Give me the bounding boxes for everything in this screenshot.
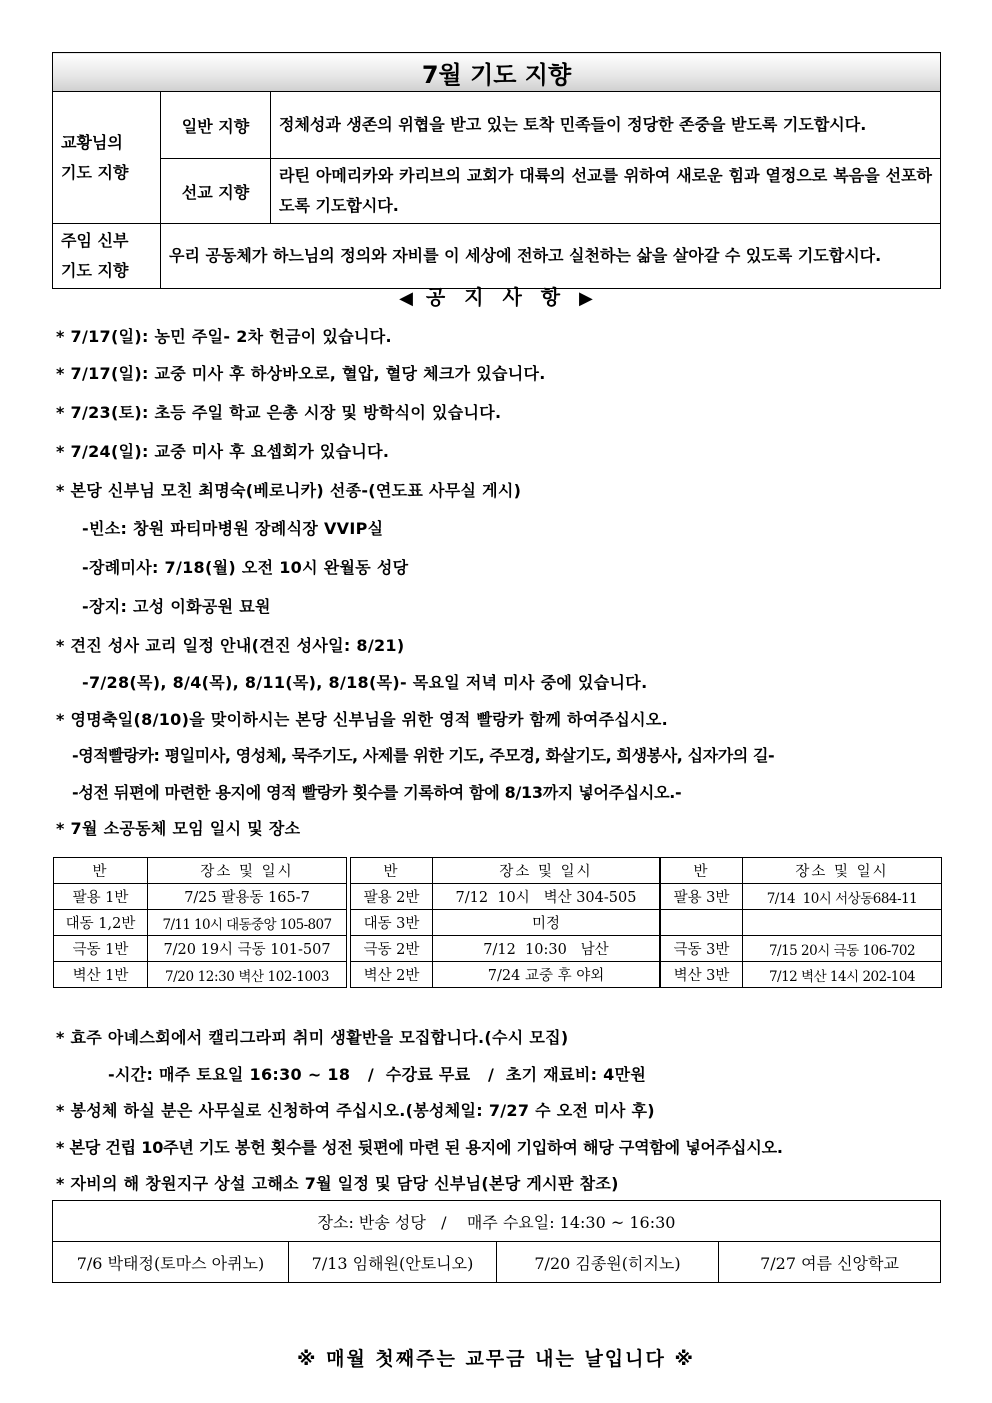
table-row xyxy=(54,962,347,988)
header-place: 장소 및 일시 xyxy=(433,858,660,884)
table-row xyxy=(351,962,660,988)
pastor-label-line1: 주임 신부 xyxy=(61,231,129,250)
prayer-title: 7월 기도 지향 xyxy=(53,53,941,92)
notice-item: * 7/24(일): 교중 미사 후 요셉회가 있습니다. xyxy=(56,442,390,461)
notice-item: * 본당 건립 10주년 기도 봉헌 횟수를 성전 뒷편에 마련 된 용지에 기입하여 해당 구역함에 넣어주십시오. xyxy=(56,1138,783,1157)
group-name: 벽산 2반 xyxy=(351,962,433,988)
notice-item: * 7/17(일): 농민 주일- 2차 헌금이 있습니다. xyxy=(56,327,392,346)
group-name: 대동 3반 xyxy=(351,910,433,936)
confession-cell: 7/20 김종원(히지노) xyxy=(497,1242,719,1283)
small-group-schedule xyxy=(53,857,942,989)
group-place: 7/20 12:30 벽산 102-1003 xyxy=(148,962,347,988)
group-place: 7/12 벽산 14시 202-104 xyxy=(743,962,942,988)
footer-note: ※ 매월 첫째주는 교무금 내는 날입니다 ※ xyxy=(297,1348,695,1370)
group-place: 7/12 10시 벽산 304-505 xyxy=(433,884,660,910)
table-row xyxy=(661,936,942,962)
group-name: 팔용 3반 xyxy=(661,884,743,910)
group-place: 미정 xyxy=(433,910,660,936)
notice-item: * 견진 성사 교리 일정 안내(견진 성사일: 8/21) xyxy=(56,636,405,655)
right-triangle-icon: ▶ xyxy=(579,288,593,309)
general-intention-label: 일반 지향 xyxy=(161,92,271,159)
group-name: 극동 2반 xyxy=(351,936,433,962)
group-name: 팔용 2반 xyxy=(351,884,433,910)
group-table-col2 xyxy=(350,857,660,988)
group-place: 7/15 20시 극동 106-702 xyxy=(743,936,942,962)
pastor-intention-label xyxy=(53,224,161,289)
table-row xyxy=(53,1242,941,1283)
general-intention-text: 정체성과 생존의 위협을 받고 있는 토착 민족들이 정당한 존중을 받도록 기도합시다. xyxy=(271,92,941,159)
group-name: 극동 3반 xyxy=(661,936,743,962)
group-name: 벽산 1반 xyxy=(54,962,148,988)
notice-item: * 본당 신부님 모친 최명숙(베로니카) 선종-(연도표 사무실 게시) xyxy=(56,481,522,500)
pastor-intention-text: 우리 공동체가 하느님의 정의와 자비를 이 세상에 전하고 실천하는 삶을 살아갈 수 있도록 기도합시다. xyxy=(161,224,941,289)
notice-heading xyxy=(0,281,992,310)
notice-subitem: -시간: 매주 토요일 16:30 ~ 18 / 수강료 무료 / 초기 재료비: 4만원 xyxy=(108,1065,647,1084)
group-place: 7/20 19시 극동 101-507 xyxy=(148,936,347,962)
group-place xyxy=(743,910,942,936)
group-name: 극동 1반 xyxy=(54,936,148,962)
notice-item: * 봉성체 하실 분은 사무실로 신청하여 주십시오.(봉성체일: 7/27 수 오전 미사 후) xyxy=(56,1101,655,1120)
group-place: 7/14 10시 서상동684-11 xyxy=(743,884,942,910)
group-table-col1 xyxy=(53,857,347,988)
header-ban: 반 xyxy=(661,858,743,884)
table-row xyxy=(351,910,660,936)
confession-cell: 7/6 박태정(토마스 아퀴노) xyxy=(53,1242,289,1283)
table-row xyxy=(351,884,660,910)
notice-item: * 효주 아녜스회에서 캘리그라피 취미 생활반을 모집합니다.(수시 모집) xyxy=(56,1028,569,1047)
header-place: 장소 및 일시 xyxy=(743,858,942,884)
table-row xyxy=(54,936,347,962)
table-row xyxy=(661,910,942,936)
pope-label-line1: 교황님의 xyxy=(61,132,123,152)
notice-subitem: -7/28(목), 8/4(목), 8/11(목), 8/18(목)- 목요일 저녁 미사 중에 있습니다. xyxy=(82,673,648,692)
table-row xyxy=(54,910,347,936)
group-place: 7/12 10:30 남산 xyxy=(433,936,660,962)
group-name: 팔용 1반 xyxy=(54,884,148,910)
group-place: 7/24 교중 후 야외 xyxy=(433,962,660,988)
header-ban: 반 xyxy=(54,858,148,884)
header-place: 장소 및 일시 xyxy=(148,858,347,884)
confession-cell: 7/13 임해원(안토니오) xyxy=(289,1242,497,1283)
pope-intention-label xyxy=(53,92,161,224)
notice-subitem: -장례미사: 7/18(월) 오전 10시 완월동 성당 xyxy=(82,558,409,577)
table-row xyxy=(351,936,660,962)
notice-item: * 7/17(일): 교중 미사 후 하상바오로, 혈압, 혈당 체크가 있습니다. xyxy=(56,364,546,383)
confession-header: 장소: 반송 성당 / 매주 수요일: 14:30 ~ 16:30 xyxy=(53,1201,941,1242)
notice-item: * 7월 소공동체 모임 일시 및 장소 xyxy=(56,819,301,838)
group-name: 벽산 3반 xyxy=(661,962,743,988)
confession-schedule-table xyxy=(52,1200,941,1283)
mission-intention-label: 선교 지향 xyxy=(161,159,271,224)
mission-intention-text: 라틴 아메리카와 카리브의 교회가 대륙의 선교를 위하여 새로운 힘과 열정으로 복음을 선포하도록 기도합시다. xyxy=(271,159,941,224)
group-place: 7/25 팔용동 165-7 xyxy=(148,884,347,910)
notice-item: * 영명축일(8/10)을 맞이하시는 본당 신부님을 위한 영적 빨랑카 함께 하여주십시오. xyxy=(56,710,668,729)
table-row xyxy=(661,884,942,910)
notice-subitem: -성전 뒤편에 마련한 용지에 영적 빨랑카 횟수를 기록하여 함에 8/13까지 넣어주십시오.- xyxy=(72,783,682,802)
notice-item: * 7/23(토): 초등 주일 학교 은총 시장 및 방학식이 있습니다. xyxy=(56,403,502,422)
left-triangle-icon: ◀ xyxy=(399,288,413,309)
notice-subitem: -빈소: 창원 파티마병원 장례식장 VVIP실 xyxy=(82,519,384,538)
notice-subitem: -영적빨랑카: 평일미사, 영성체, 묵주기도, 사제를 위한 기도, 주모경, 화살기도, 희생봉사, 십자가의 길- xyxy=(72,746,775,765)
notice-subitem: -장지: 고성 이화공원 묘원 xyxy=(82,597,271,616)
pope-label-line2: 기도 지향 xyxy=(61,162,129,182)
group-table-col3 xyxy=(660,857,942,988)
notice-item: * 자비의 해 창원지구 상설 고해소 7월 일정 및 담당 신부님(본당 게시판 참조) xyxy=(56,1174,619,1193)
table-row xyxy=(54,884,347,910)
confession-cell: 7/27 여름 신앙학교 xyxy=(719,1242,941,1283)
group-place: 7/11 10시 대동중앙 105-807 xyxy=(148,910,347,936)
pastor-label-line2: 기도 지향 xyxy=(61,261,129,280)
prayer-intention-table xyxy=(52,52,941,289)
notice-title: 공 지 사 항 xyxy=(425,285,567,309)
group-name: 대동 1,2반 xyxy=(54,910,148,936)
table-row xyxy=(661,962,942,988)
header-ban: 반 xyxy=(351,858,433,884)
group-name xyxy=(661,910,743,936)
